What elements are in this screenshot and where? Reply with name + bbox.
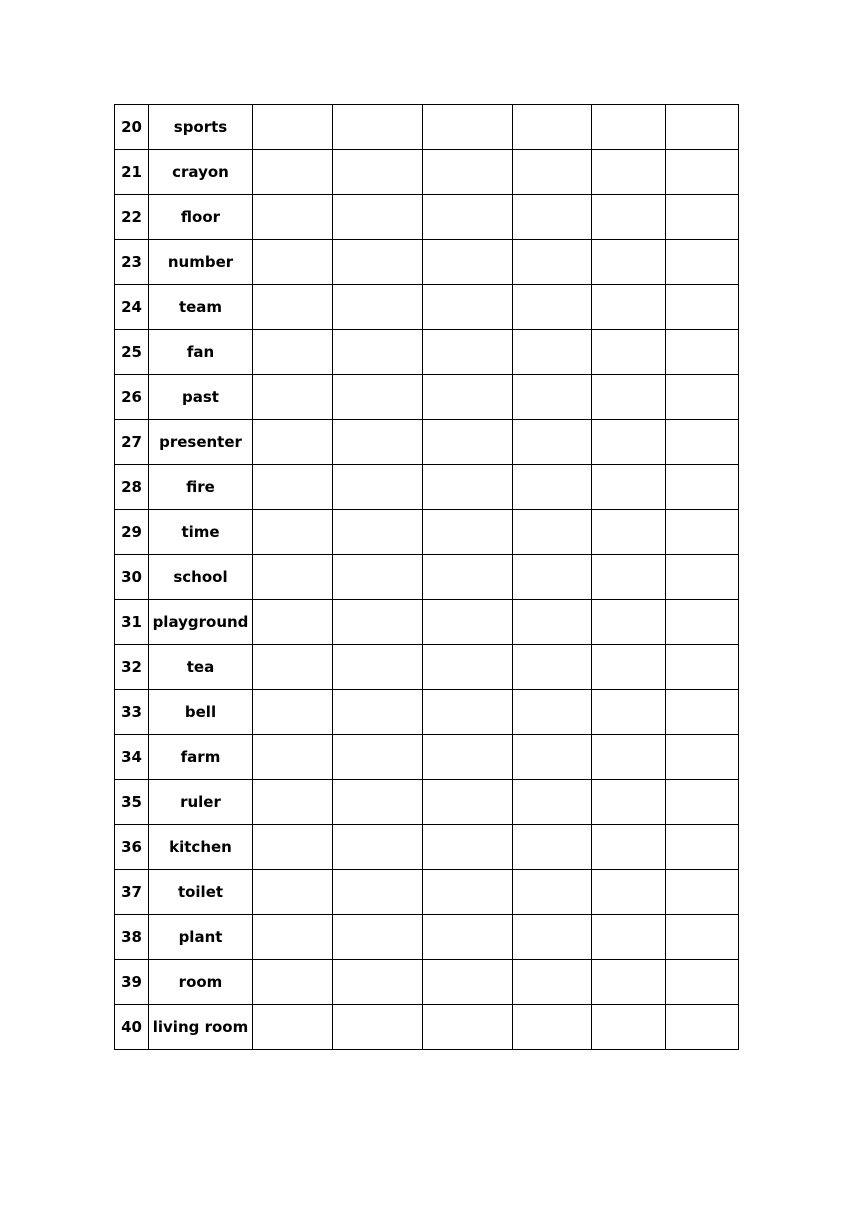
- blank-cell: [253, 555, 333, 600]
- blank-cell: [333, 195, 423, 240]
- blank-cell: [666, 780, 739, 825]
- blank-cell: [513, 645, 592, 690]
- vocabulary-word: presenter: [149, 420, 253, 465]
- blank-cell: [592, 330, 666, 375]
- vocabulary-word: time: [149, 510, 253, 555]
- blank-cell: [592, 915, 666, 960]
- blank-cell: [423, 240, 513, 285]
- blank-cell: [423, 600, 513, 645]
- blank-cell: [423, 420, 513, 465]
- blank-cell: [666, 645, 739, 690]
- row-number: 21: [115, 150, 149, 195]
- blank-cell: [513, 825, 592, 870]
- blank-cell: [592, 240, 666, 285]
- row-number: 33: [115, 690, 149, 735]
- table-row: [115, 150, 739, 195]
- blank-cell: [333, 870, 423, 915]
- blank-cell: [666, 600, 739, 645]
- row-number: 28: [115, 465, 149, 510]
- row-number: 27: [115, 420, 149, 465]
- vocabulary-word: playground: [149, 600, 253, 645]
- vocabulary-word: bell: [149, 690, 253, 735]
- blank-cell: [592, 375, 666, 420]
- blank-cell: [513, 735, 592, 780]
- blank-cell: [333, 960, 423, 1005]
- blank-cell: [333, 735, 423, 780]
- blank-cell: [253, 600, 333, 645]
- table-row: [115, 645, 739, 690]
- blank-cell: [423, 285, 513, 330]
- blank-cell: [253, 330, 333, 375]
- blank-cell: [592, 780, 666, 825]
- blank-cell: [423, 825, 513, 870]
- table-row: [115, 960, 739, 1005]
- vocabulary-word: floor: [149, 195, 253, 240]
- blank-cell: [592, 690, 666, 735]
- blank-cell: [592, 195, 666, 240]
- vocabulary-table: [114, 104, 739, 1050]
- blank-cell: [666, 285, 739, 330]
- row-number: 29: [115, 510, 149, 555]
- vocabulary-word: ruler: [149, 780, 253, 825]
- blank-cell: [423, 510, 513, 555]
- blank-cell: [423, 780, 513, 825]
- blank-cell: [423, 195, 513, 240]
- blank-cell: [333, 105, 423, 150]
- blank-cell: [592, 465, 666, 510]
- table-row: [115, 510, 739, 555]
- blank-cell: [666, 690, 739, 735]
- row-number: 25: [115, 330, 149, 375]
- row-number: 23: [115, 240, 149, 285]
- vocabulary-word: farm: [149, 735, 253, 780]
- blank-cell: [333, 825, 423, 870]
- blank-cell: [513, 285, 592, 330]
- row-number: 39: [115, 960, 149, 1005]
- row-number: 35: [115, 780, 149, 825]
- vocabulary-word: team: [149, 285, 253, 330]
- blank-cell: [423, 330, 513, 375]
- row-number: 40: [115, 1005, 149, 1050]
- table-row: [115, 330, 739, 375]
- blank-cell: [666, 1005, 739, 1050]
- blank-cell: [333, 420, 423, 465]
- vocabulary-word: past: [149, 375, 253, 420]
- table-row: [115, 105, 739, 150]
- row-number: 34: [115, 735, 149, 780]
- blank-cell: [333, 510, 423, 555]
- vocabulary-word: school: [149, 555, 253, 600]
- table-row: [115, 195, 739, 240]
- row-number: 37: [115, 870, 149, 915]
- blank-cell: [666, 465, 739, 510]
- row-number: 26: [115, 375, 149, 420]
- vocabulary-word: toilet: [149, 870, 253, 915]
- blank-cell: [423, 735, 513, 780]
- blank-cell: [423, 960, 513, 1005]
- blank-cell: [333, 600, 423, 645]
- blank-cell: [513, 195, 592, 240]
- vocabulary-word: fan: [149, 330, 253, 375]
- blank-cell: [592, 420, 666, 465]
- blank-cell: [666, 960, 739, 1005]
- row-number: 22: [115, 195, 149, 240]
- blank-cell: [592, 960, 666, 1005]
- blank-cell: [253, 870, 333, 915]
- blank-cell: [666, 420, 739, 465]
- blank-cell: [253, 780, 333, 825]
- table-row: [115, 870, 739, 915]
- blank-cell: [513, 960, 592, 1005]
- blank-cell: [253, 375, 333, 420]
- blank-cell: [253, 1005, 333, 1050]
- blank-cell: [253, 735, 333, 780]
- blank-cell: [666, 375, 739, 420]
- blank-cell: [666, 915, 739, 960]
- blank-cell: [592, 105, 666, 150]
- vocabulary-table-body: [115, 105, 739, 1050]
- blank-cell: [592, 735, 666, 780]
- blank-cell: [423, 465, 513, 510]
- table-row: [115, 420, 739, 465]
- blank-cell: [423, 105, 513, 150]
- table-row: [115, 285, 739, 330]
- vocabulary-word: fire: [149, 465, 253, 510]
- vocabulary-word: number: [149, 240, 253, 285]
- blank-cell: [513, 600, 592, 645]
- blank-cell: [253, 690, 333, 735]
- row-number: 30: [115, 555, 149, 600]
- vocabulary-word: crayon: [149, 150, 253, 195]
- blank-cell: [253, 150, 333, 195]
- blank-cell: [423, 690, 513, 735]
- blank-cell: [513, 780, 592, 825]
- table-row: [115, 780, 739, 825]
- blank-cell: [333, 465, 423, 510]
- blank-cell: [513, 870, 592, 915]
- blank-cell: [253, 825, 333, 870]
- row-number: 32: [115, 645, 149, 690]
- blank-cell: [666, 105, 739, 150]
- blank-cell: [592, 645, 666, 690]
- row-number: 20: [115, 105, 149, 150]
- table-row: [115, 735, 739, 780]
- blank-cell: [592, 555, 666, 600]
- blank-cell: [333, 690, 423, 735]
- blank-cell: [513, 465, 592, 510]
- blank-cell: [333, 375, 423, 420]
- blank-cell: [592, 870, 666, 915]
- blank-cell: [513, 555, 592, 600]
- blank-cell: [253, 465, 333, 510]
- blank-cell: [592, 1005, 666, 1050]
- blank-cell: [423, 645, 513, 690]
- blank-cell: [592, 825, 666, 870]
- table-row: [115, 465, 739, 510]
- row-number: 38: [115, 915, 149, 960]
- blank-cell: [423, 870, 513, 915]
- blank-cell: [333, 1005, 423, 1050]
- blank-cell: [253, 240, 333, 285]
- blank-cell: [423, 375, 513, 420]
- table-row: [115, 690, 739, 735]
- blank-cell: [592, 600, 666, 645]
- blank-cell: [513, 690, 592, 735]
- blank-cell: [513, 240, 592, 285]
- blank-cell: [513, 150, 592, 195]
- blank-cell: [513, 330, 592, 375]
- blank-cell: [253, 285, 333, 330]
- blank-cell: [333, 915, 423, 960]
- vocabulary-word: living room: [149, 1005, 253, 1050]
- blank-cell: [513, 510, 592, 555]
- vocabulary-word: kitchen: [149, 825, 253, 870]
- table-row: [115, 240, 739, 285]
- table-row: [115, 600, 739, 645]
- blank-cell: [253, 645, 333, 690]
- row-number: 36: [115, 825, 149, 870]
- table-row: [115, 825, 739, 870]
- vocabulary-word: sports: [149, 105, 253, 150]
- blank-cell: [666, 555, 739, 600]
- table-row: [115, 1005, 739, 1050]
- table-row: [115, 375, 739, 420]
- blank-cell: [666, 825, 739, 870]
- blank-cell: [253, 510, 333, 555]
- blank-cell: [333, 150, 423, 195]
- blank-cell: [513, 915, 592, 960]
- blank-cell: [333, 645, 423, 690]
- row-number: 31: [115, 600, 149, 645]
- blank-cell: [513, 1005, 592, 1050]
- blank-cell: [423, 915, 513, 960]
- blank-cell: [333, 240, 423, 285]
- blank-cell: [592, 285, 666, 330]
- blank-cell: [513, 420, 592, 465]
- blank-cell: [333, 330, 423, 375]
- blank-cell: [423, 150, 513, 195]
- blank-cell: [666, 150, 739, 195]
- blank-cell: [333, 285, 423, 330]
- blank-cell: [253, 960, 333, 1005]
- table-row: [115, 555, 739, 600]
- blank-cell: [666, 510, 739, 555]
- vocabulary-word: room: [149, 960, 253, 1005]
- blank-cell: [253, 420, 333, 465]
- blank-cell: [592, 510, 666, 555]
- blank-cell: [513, 105, 592, 150]
- blank-cell: [666, 195, 739, 240]
- blank-cell: [253, 915, 333, 960]
- table-row: [115, 915, 739, 960]
- row-number: 24: [115, 285, 149, 330]
- vocabulary-word: plant: [149, 915, 253, 960]
- vocabulary-word: tea: [149, 645, 253, 690]
- blank-cell: [423, 555, 513, 600]
- blank-cell: [592, 150, 666, 195]
- blank-cell: [666, 240, 739, 285]
- blank-cell: [513, 375, 592, 420]
- blank-cell: [666, 735, 739, 780]
- blank-cell: [666, 330, 739, 375]
- blank-cell: [253, 105, 333, 150]
- blank-cell: [253, 195, 333, 240]
- blank-cell: [666, 870, 739, 915]
- blank-cell: [333, 780, 423, 825]
- blank-cell: [423, 1005, 513, 1050]
- blank-cell: [333, 555, 423, 600]
